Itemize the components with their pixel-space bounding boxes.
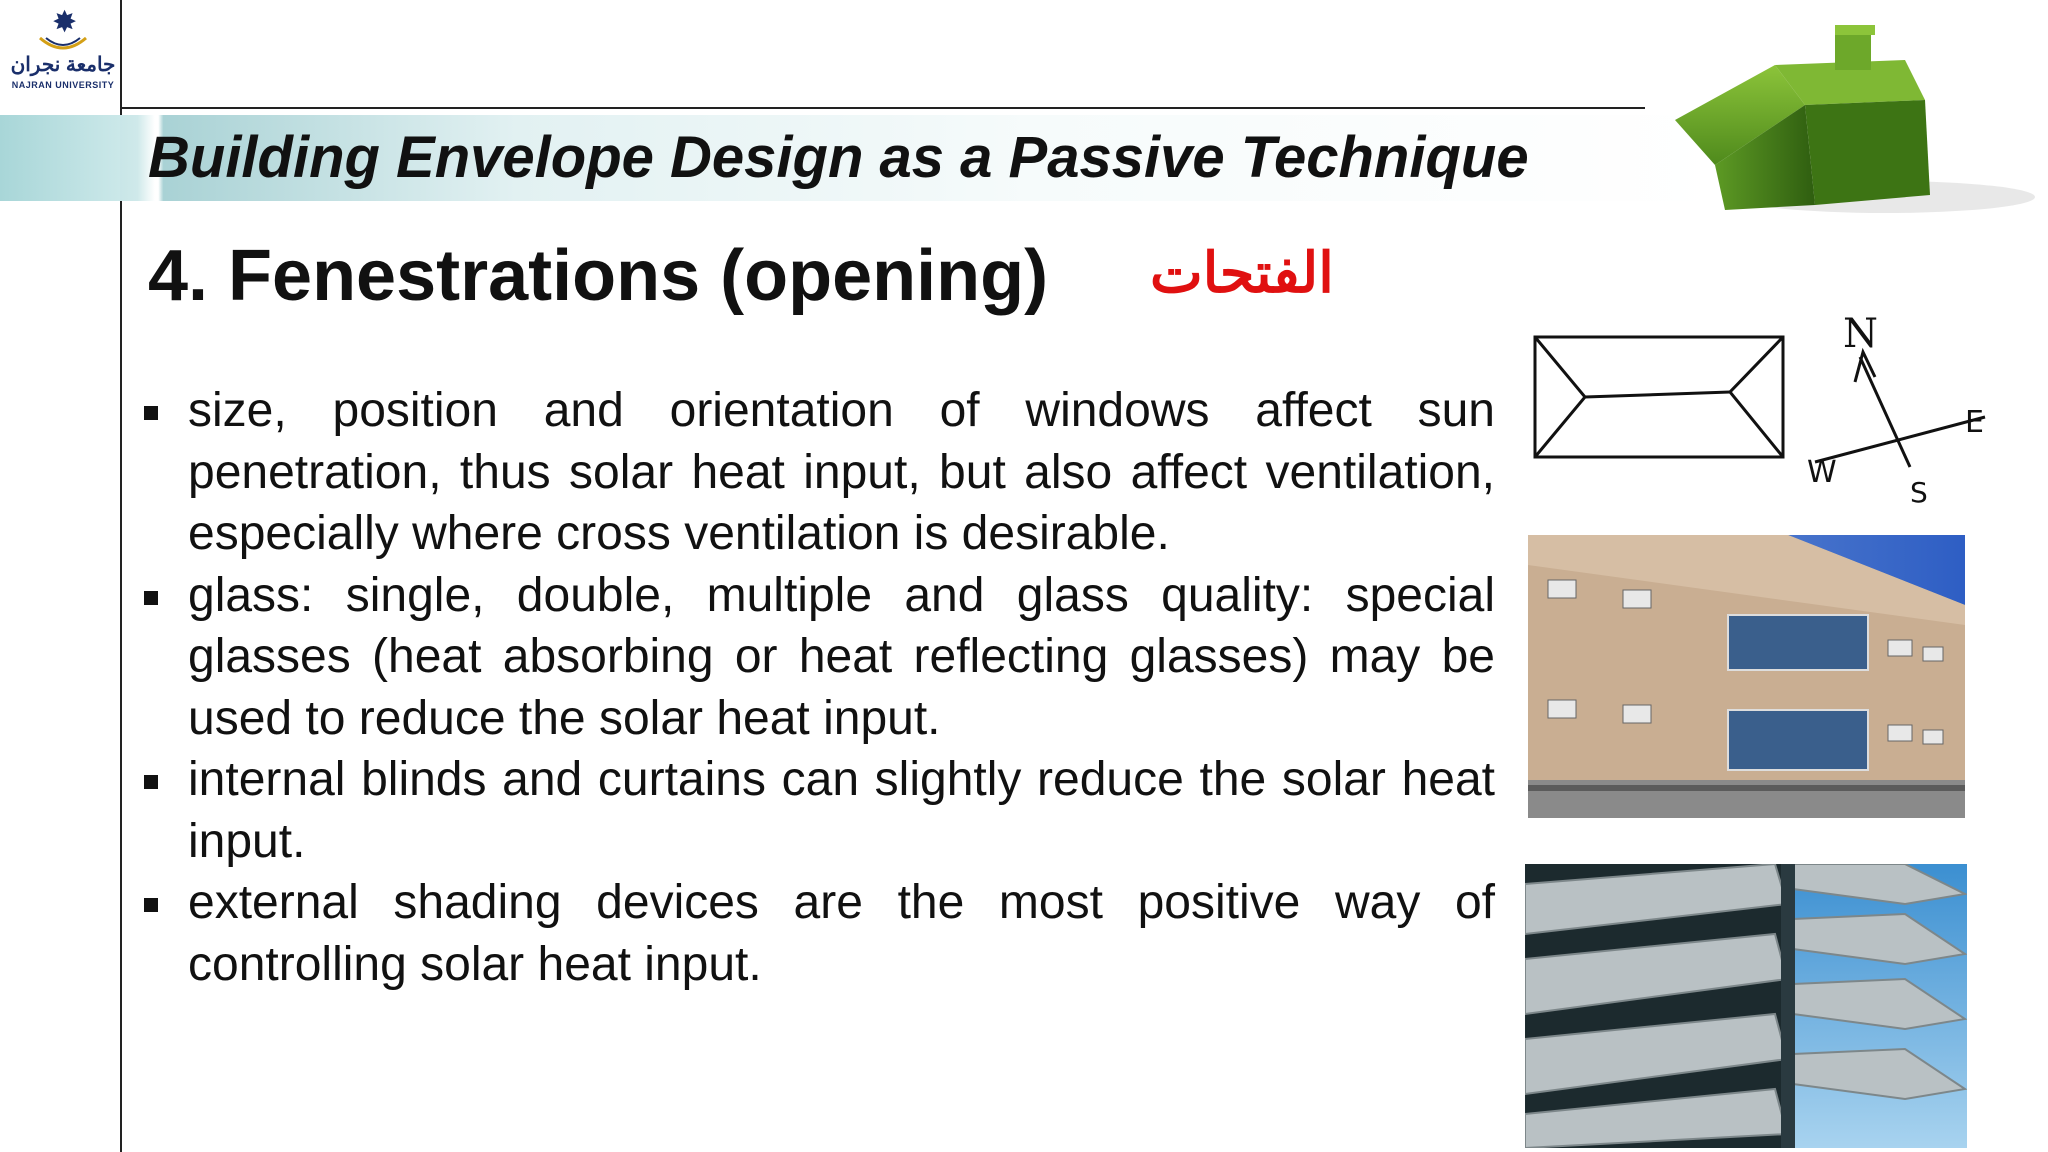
orientation-sketch <box>1525 292 1995 512</box>
green-house-image <box>1655 25 2035 225</box>
university-logo <box>8 8 118 92</box>
bullet-item <box>140 380 1495 565</box>
slide-title: Building Envelope Design as a Passive Technique <box>148 125 1529 190</box>
compass-west-label: W <box>1807 455 1837 490</box>
shading-devices-photo <box>1525 864 1967 1148</box>
section-heading-arabic: الفتحات <box>1150 241 1334 304</box>
logo-star-icon: ✸ <box>52 6 78 39</box>
square-bullet-icon <box>144 775 158 789</box>
logo-wings-icon <box>38 36 88 54</box>
compass-north-label: N <box>1843 311 1878 357</box>
square-bullet-icon <box>144 898 158 912</box>
logo-arabic-text: جامعة نجران <box>10 54 116 76</box>
compass-south-label: S <box>1910 476 1928 509</box>
bullet-item <box>140 565 1495 750</box>
title-band-left <box>0 115 120 201</box>
bullet-text: size, position and orientation of windows affect sun penetration, thus solar heat input, but also affect ventilation, especially where cross ventilation is desirable. <box>188 384 1495 560</box>
compass-east-label: E <box>1965 405 1984 440</box>
section-heading: 4. Fenestrations (opening) <box>148 236 1049 316</box>
bullet-text: glass: single, double, multiple and glass quality: special glasses (heat absorbing or heat reflecting glasses) may be used to reduce the solar heat input. <box>188 568 1495 745</box>
building-facade-photo <box>1528 535 1965 818</box>
bullet-text: external shading devices are the most positive way of controlling solar heat input. <box>188 876 1495 991</box>
square-bullet-icon <box>144 406 158 420</box>
bullet-text: internal blinds and curtains can slightly reduce the solar heat input. <box>188 753 1495 868</box>
logo-english-text: NAJRAN UNIVERSITY <box>11 80 115 90</box>
bullet-item <box>140 749 1495 872</box>
header-divider-line <box>120 107 1645 109</box>
bullet-item <box>140 872 1495 995</box>
square-bullet-icon <box>144 591 158 605</box>
bullet-list <box>140 380 1495 995</box>
